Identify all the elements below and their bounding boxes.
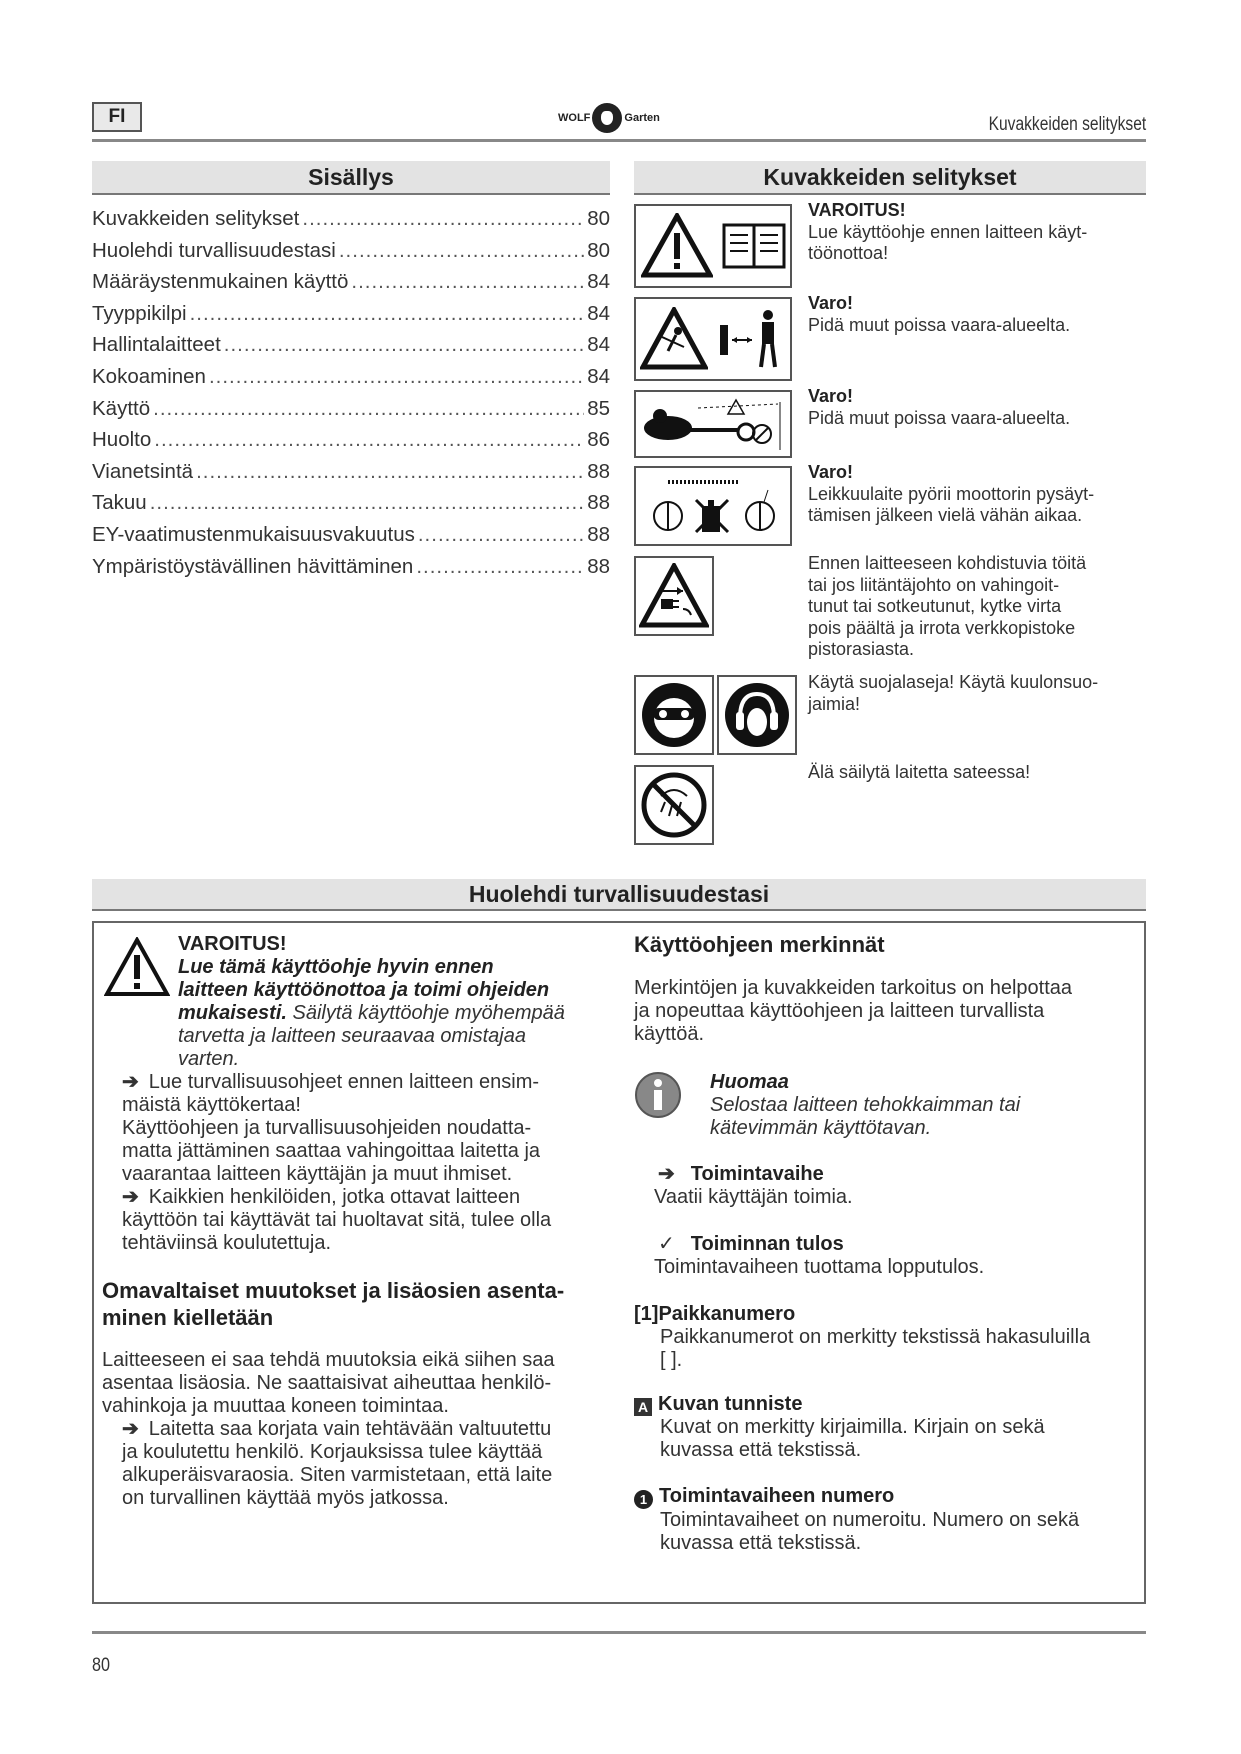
toc-row[interactable]	[92, 491, 610, 523]
text-line: Merkintöjen ja kuvakkeiden tarkoitus on helpottaa	[634, 977, 1073, 999]
legend-line: Älä säilytä laitetta sateessa!	[808, 762, 1031, 782]
logo-garten-text: Garten	[624, 112, 660, 124]
warning-heading: VAROITUS!	[178, 933, 287, 955]
text-line: vaarantaa laitteen käyttäjän ja muut ihmiset.	[122, 1163, 513, 1185]
marks-text	[634, 977, 1134, 1046]
legend-entry-1	[808, 200, 1148, 265]
text-line: Laitetta saa korjata vain tehtävään valtuutettu	[148, 1418, 552, 1440]
text-line: asentaa lisäosia. Ne saattaisivat aiheuttaa henkilö-	[102, 1372, 552, 1394]
toc-label: Kuvakkeiden selitykset	[92, 207, 300, 230]
legend-heading: Varo!	[808, 462, 854, 482]
note-line: kätevimmän käyttötavan.	[710, 1117, 932, 1139]
toc-row[interactable]	[92, 365, 610, 397]
toc-row[interactable]	[92, 207, 610, 239]
text-line: ja koulutettu henkilö. Korjauksissa tulee käyttää	[122, 1441, 543, 1463]
brand-logo	[558, 100, 660, 136]
check-icon: ✓	[658, 1233, 675, 1255]
toc-label: Huolto	[92, 428, 152, 452]
text-line: Laitteeseen ei saa tehdä muutoksia eikä siihen saa	[102, 1349, 555, 1371]
legend-line: tunut tai sotkeutunut, kytke virta	[808, 596, 1062, 616]
text-line: käyttöä.	[634, 1023, 705, 1045]
toc-label: Kokoaminen	[92, 364, 206, 388]
text-line: Käyttöohjeen ja turvallisuusohjeiden noudatta-	[122, 1117, 532, 1139]
toc-label: Hallintalaitteet	[92, 333, 221, 357]
text-line: vahinkoja ja muuttaa koneen toimintaa.	[102, 1395, 449, 1417]
table-of-contents	[92, 207, 610, 586]
toc-label: Käyttö	[92, 396, 151, 420]
legend-heading: Varo!	[808, 386, 854, 406]
toc-label: Huolehdi turvallisuudestasi	[92, 238, 336, 262]
toc-row[interactable]	[92, 302, 610, 334]
marks-heading: Käyttöohjeen merkinnät	[634, 932, 885, 957]
step-number-block	[634, 1485, 1134, 1555]
position-heading: [1]Paikkanumero	[634, 1303, 796, 1325]
legend-heading: Varo!	[808, 293, 854, 313]
legend-line: Ennen laitteeseen kohdistuvia töitä	[808, 553, 1087, 573]
toc-page: 80	[587, 238, 610, 262]
text-line: Kaikkien henkilöiden, jotka ottavat laitteen	[148, 1186, 521, 1208]
warning-tail-first: Säilytä käyttöohje myöhempää	[286, 1002, 565, 1024]
legend-line: pois päältä ja irrota verkkopistoke	[808, 617, 1076, 638]
legend-line: pistorasiasta.	[808, 639, 915, 659]
toc-title: Sisällys	[92, 161, 610, 195]
legend-line: Pidä muut poissa vaara-alueelta.	[808, 407, 1071, 428]
toc-row[interactable]	[92, 460, 610, 492]
figure-heading: Kuvan tunniste	[658, 1393, 803, 1415]
text-line: Lue turvallisuusohjeet ennen laitteen ensim-	[148, 1071, 540, 1093]
info-icon	[634, 1071, 682, 1124]
heading-line: minen kielletään	[102, 1305, 274, 1330]
warning-read-manual-icon	[634, 204, 792, 288]
legend-title: Kuvakkeiden selitykset	[634, 161, 1146, 195]
warning-bold-last: mukaisesti.	[178, 1002, 287, 1024]
safety-title: Huolehdi turvallisuudestasi	[92, 879, 1146, 911]
unplug-icon	[634, 556, 714, 636]
arrow-icon: ➔	[122, 1071, 139, 1093]
warning-tail-line: tarvetta ja laitteen seuraavaa omistajaa	[178, 1025, 526, 1047]
toc-row[interactable]	[92, 397, 610, 429]
result-heading: Toiminnan tulos	[690, 1233, 844, 1255]
text-line: käyttöön tai käyttävät tai huoltavat sitä, tulee olla	[122, 1209, 552, 1231]
legend-line: Pidä muut poissa vaara-alueelta.	[808, 314, 1071, 335]
toc-page: 88	[587, 522, 610, 546]
step-number-line: kuvassa että tekstissä.	[660, 1532, 862, 1554]
toc-label: Ympäristöystävällinen hävittäminen	[92, 554, 414, 578]
note-heading: Huomaa	[710, 1071, 789, 1093]
warning-block	[178, 933, 618, 1071]
step-number-heading: Toimintavaiheen numero	[659, 1485, 895, 1507]
toc-page: 84	[587, 333, 610, 357]
toc-row[interactable]	[92, 523, 610, 555]
step-number-badge: 1	[634, 1490, 653, 1509]
legend-line: jaimia!	[808, 693, 861, 714]
modifications-heading	[102, 1277, 622, 1331]
general-safety-text	[122, 1071, 622, 1255]
wolf-head-icon	[592, 103, 622, 133]
legend-line: Käytä suojalaseja! Käytä kuulonsuo-	[808, 672, 1099, 692]
toc-row[interactable]	[92, 270, 610, 302]
warning-triangle-icon	[104, 937, 170, 1002]
legend-entry-7	[808, 762, 1148, 784]
text-line: mäistä käyttökertaa!	[122, 1094, 301, 1116]
logo-wolf-text: WOLF	[558, 112, 591, 124]
legend-line: Leikkuulaite pyörii moottorin pysäyt-	[808, 483, 1095, 504]
toc-page: 85	[587, 396, 610, 420]
text-line: alkuperäisvaraosia. Siten varmistetaan, että laite	[122, 1464, 553, 1486]
text-line: matta jättäminen saattaa vahingoittaa laitetta ja	[122, 1140, 541, 1162]
legend-entry-6	[808, 672, 1148, 715]
toc-page: 80	[587, 207, 610, 230]
blade-rotation-icon	[634, 466, 792, 546]
goggles-icon	[634, 675, 714, 755]
text-line: ja nopeuttaa käyttöohjeen ja laitteen turvallista	[634, 1000, 1045, 1022]
keep-distance-icon	[634, 297, 792, 381]
arrow-icon: ➔	[122, 1186, 139, 1208]
toc-row[interactable]	[92, 333, 610, 365]
heading-line: Omavaltaiset muutokset ja lisäosien asenta-	[102, 1278, 565, 1303]
page-number: 80	[92, 1655, 110, 1676]
figure-block	[634, 1393, 1134, 1462]
text-line: on turvallinen käyttää myös jatkossa.	[122, 1487, 449, 1509]
position-line: Paikkanumerot on merkitty tekstissä hakasuluilla	[660, 1326, 1091, 1348]
trimmer-danger-zone-icon	[634, 390, 792, 458]
legend-heading: VAROITUS!	[808, 200, 906, 220]
header-section-title: Kuvakkeiden selitykset	[988, 114, 1146, 135]
note-line: Selostaa laitteen tehokkaimman tai	[710, 1094, 1021, 1116]
result-block	[654, 1233, 1114, 1279]
legend-entry-3	[808, 386, 1148, 429]
toc-label: Vianetsintä	[92, 459, 194, 483]
arrow-icon: ➔	[122, 1418, 139, 1440]
figure-line: kuvassa että tekstissä.	[660, 1439, 862, 1461]
toc-label: Tyyppikilpi	[92, 301, 187, 325]
legend-line: tämisen jälkeen vielä vähän aikaa.	[808, 505, 1083, 525]
legend-line: töönottoa!	[808, 243, 889, 263]
legend-entry-5	[808, 553, 1148, 661]
toc-label: EY-vaatimustenmukaisuusvakuutus	[92, 522, 415, 546]
figure-badge: A	[634, 1398, 652, 1416]
ear-protection-icon	[717, 675, 797, 755]
note-block	[710, 1071, 1130, 1140]
warning-bold-line: Lue tämä käyttöohje hyvin ennen	[178, 956, 494, 978]
toc-row[interactable]	[92, 428, 610, 460]
toc-label: Takuu	[92, 491, 147, 515]
arrow-icon: ➔	[658, 1163, 675, 1185]
legend-line: tai jos liitäntäjohto on vahingoit-	[808, 574, 1060, 595]
toc-page: 88	[587, 459, 610, 483]
legend-entry-2	[808, 293, 1148, 336]
toc-page: 86	[587, 428, 610, 452]
safety-box	[92, 921, 1146, 1604]
legend-entry-4	[808, 462, 1148, 527]
figure-line: Kuvat on merkitty kirjaimilla. Kirjain on sekä	[660, 1416, 1045, 1438]
step-heading: Toimintavaihe	[690, 1163, 824, 1185]
toc-row[interactable]	[92, 239, 610, 271]
warning-bold-line: laitteen käyttöönottoa ja toimi ohjeiden	[178, 979, 550, 1001]
step-block	[654, 1163, 1114, 1209]
toc-page: 84	[587, 364, 610, 388]
step-text: Vaatii käyttäjän toimia.	[654, 1186, 853, 1208]
toc-label: Määräystenmukainen käyttö	[92, 270, 349, 294]
toc-page: 84	[587, 270, 610, 294]
toc-page: 88	[587, 554, 610, 578]
language-badge: FI	[92, 102, 142, 132]
legend-line: Lue käyttöohje ennen laitteen käyt-	[808, 221, 1088, 242]
header-divider	[92, 139, 1146, 142]
toc-page: 84	[587, 301, 610, 325]
step-number-line: Toimintavaiheet on numeroitu. Numero on sekä	[660, 1509, 1080, 1531]
toc-row[interactable]	[92, 555, 610, 587]
position-block	[634, 1303, 1134, 1372]
warning-tail-line: varten.	[178, 1048, 240, 1070]
toc-page: 88	[587, 491, 610, 515]
footer-divider	[92, 1631, 1146, 1634]
no-rain-icon	[634, 765, 714, 845]
text-line: tehtäviinsä koulutettuja.	[122, 1232, 332, 1254]
result-text: Toimintavaiheen tuottama lopputulos.	[654, 1256, 985, 1278]
modifications-text	[102, 1349, 622, 1510]
position-line: [ ].	[660, 1349, 683, 1371]
